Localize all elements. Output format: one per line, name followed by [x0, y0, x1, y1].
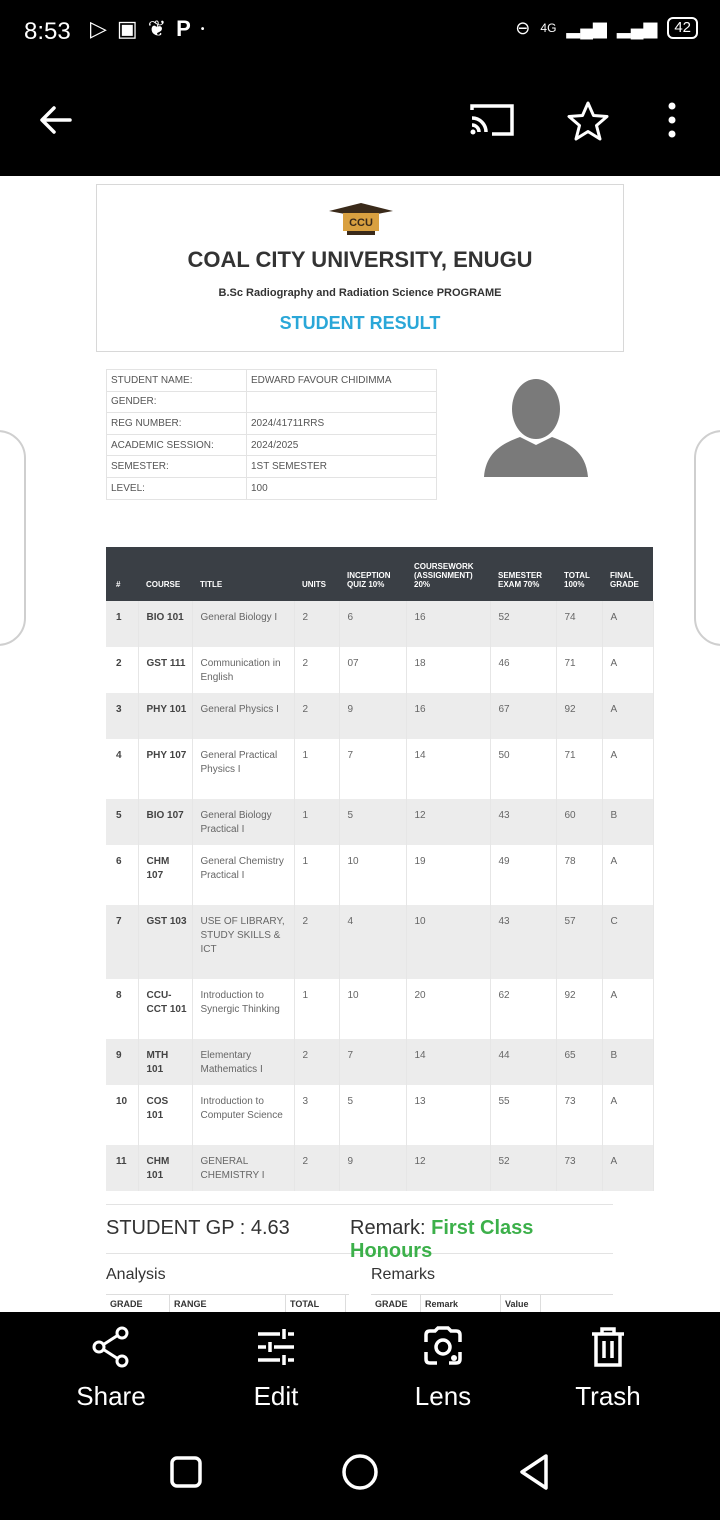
cell-grade: A — [602, 979, 653, 1039]
student-info-table — [106, 369, 437, 500]
remarks-col: Value — [501, 1295, 541, 1312]
cell-grade: A — [602, 739, 653, 799]
table-row — [106, 601, 653, 647]
cell-course: GST 103 — [138, 905, 192, 979]
cell-units: 1 — [294, 845, 339, 905]
remark — [350, 1217, 613, 1263]
cell-n: 5 — [106, 799, 138, 845]
cell-exam: 55 — [490, 1085, 556, 1145]
lens-icon — [423, 1326, 463, 1368]
status-bar — [0, 0, 720, 64]
cell-n: 10 — [106, 1085, 138, 1145]
cell-title: USE OF LIBRARY, STUDY SKILLS & ICT — [192, 905, 294, 979]
cell-n: 8 — [106, 979, 138, 1039]
info-label: GENDER: — [107, 391, 247, 413]
cell-n: 1 — [106, 601, 138, 647]
info-label: LEVEL: — [107, 477, 247, 499]
cell-n: 11 — [106, 1145, 138, 1191]
info-value — [247, 391, 437, 413]
dnd-icon: ⊖ — [515, 17, 531, 38]
remarks-col: GRADE — [371, 1295, 421, 1312]
cell-course: CCU-CCT 101 — [138, 979, 192, 1039]
cell-course: BIO 107 — [138, 799, 192, 845]
cell-course: BIO 101 — [138, 601, 192, 647]
cell-coursework: 18 — [406, 647, 490, 693]
cell-title: General Biology Practical I — [192, 799, 294, 845]
column-header: # — [106, 547, 138, 601]
info-label: SEMESTER: — [107, 456, 247, 478]
student-photo-placeholder — [480, 373, 592, 481]
cell-exam: 62 — [490, 979, 556, 1039]
cell-n: 9 — [106, 1039, 138, 1085]
app-notification-icon: ▣ — [116, 16, 138, 41]
cell-exam: 52 — [490, 1145, 556, 1191]
cell-coursework: 19 — [406, 845, 490, 905]
trash-label: Trash — [575, 1381, 641, 1411]
cell-total: 57 — [556, 905, 602, 979]
analysis-col: RANGE — [170, 1295, 286, 1312]
cell-grade: A — [602, 601, 653, 647]
table-row — [106, 905, 653, 979]
cell-total: 65 — [556, 1039, 602, 1085]
share-icon — [91, 1326, 131, 1368]
app-notification-icon: ▷ — [90, 16, 107, 41]
cell-title: Introduction to Synergic Thinking — [192, 979, 294, 1039]
cell-total: 60 — [556, 799, 602, 845]
cell-title: General Practical Physics I — [192, 739, 294, 799]
table-row — [106, 693, 653, 739]
cell-total: 73 — [556, 1145, 602, 1191]
cell-total: 74 — [556, 601, 602, 647]
cell-coursework: 12 — [406, 1145, 490, 1191]
remark-value: First Class Honours — [350, 1217, 534, 1262]
column-header: UNITS — [294, 547, 339, 601]
cell-title: General Chemistry Practical I — [192, 845, 294, 905]
cell-units: 2 — [294, 1145, 339, 1191]
cell-course: PHY 107 — [138, 739, 192, 799]
system-nav-bar — [0, 1434, 720, 1520]
remarks-col: Remark — [421, 1295, 501, 1312]
app-notification-icon: ❦ — [147, 16, 167, 41]
cell-course: CHM 107 — [138, 845, 192, 905]
info-row — [107, 391, 437, 413]
lens-button[interactable] — [378, 1326, 508, 1412]
results-table — [106, 547, 654, 1191]
home-icon[interactable] — [340, 1452, 380, 1492]
lens-label: Lens — [414, 1381, 472, 1411]
cell-quiz: 10 — [339, 845, 406, 905]
network-type: 4G — [540, 21, 557, 35]
info-value: EDWARD FAVOUR CHIDIMMA — [247, 370, 437, 392]
cast-icon[interactable] — [468, 100, 516, 145]
cell-units: 2 — [294, 693, 339, 739]
table-row — [106, 1145, 653, 1191]
status-right — [515, 17, 698, 39]
recents-icon[interactable] — [168, 1454, 204, 1490]
cell-course: CHM 101 — [138, 1145, 192, 1191]
column-header: COURSEWORK (ASSIGNMENT) 20% — [406, 547, 490, 601]
info-label: STUDENT NAME: — [107, 370, 247, 392]
analysis-col: GRADE — [106, 1295, 170, 1312]
cell-n: 6 — [106, 845, 138, 905]
cell-course: MTH 101 — [138, 1039, 192, 1085]
cell-grade: A — [602, 1145, 653, 1191]
gp-summary — [106, 1204, 613, 1262]
cell-quiz: 7 — [339, 1039, 406, 1085]
remark-label: Remark: — [350, 1217, 426, 1239]
analysis-col: TOTAL — [286, 1295, 346, 1312]
signal-icon: ▂▄▆ — [616, 17, 658, 38]
previous-image-tab[interactable] — [0, 430, 26, 646]
cell-units: 1 — [294, 799, 339, 845]
bottom-action-bar — [0, 1312, 720, 1434]
cell-coursework: 16 — [406, 693, 490, 739]
column-header: COURSE — [138, 547, 192, 601]
cell-quiz: 4 — [339, 905, 406, 979]
app-notification-icon: P — [176, 16, 191, 41]
top-app-bar — [0, 64, 720, 176]
cell-quiz: 10 — [339, 979, 406, 1039]
analysis-header — [106, 1294, 349, 1312]
cell-quiz: 7 — [339, 739, 406, 799]
cell-exam: 44 — [490, 1039, 556, 1085]
share-label: Share — [76, 1381, 146, 1411]
more-vert-icon[interactable] — [662, 100, 682, 145]
cell-n: 3 — [106, 693, 138, 739]
cell-title: General Biology I — [192, 601, 294, 647]
document-header — [96, 184, 624, 352]
info-row — [107, 413, 437, 435]
info-row — [107, 434, 437, 456]
analysis-title: Analysis — [106, 1266, 166, 1283]
info-label: ACADEMIC SESSION: — [107, 434, 247, 456]
cell-quiz: 07 — [339, 647, 406, 693]
cell-course: COS 101 — [138, 1085, 192, 1145]
info-row — [107, 477, 437, 499]
cell-title: Introduction to Computer Science — [192, 1085, 294, 1145]
info-value: 1ST SEMESTER — [247, 456, 437, 478]
cell-course: PHY 101 — [138, 693, 192, 739]
table-row — [106, 845, 653, 905]
cell-total: 92 — [556, 979, 602, 1039]
cell-title: General Physics I — [192, 693, 294, 739]
cell-course: GST 111 — [138, 647, 192, 693]
info-row — [107, 370, 437, 392]
cell-total: 92 — [556, 693, 602, 739]
cell-grade: A — [602, 693, 653, 739]
status-time: 8:53 — [24, 18, 71, 45]
cell-quiz: 5 — [339, 1085, 406, 1145]
programme-name: B.Sc Radiography and Radiation Science PROGRAME — [218, 287, 502, 299]
svg-text:CCU: CCU — [349, 217, 373, 229]
cell-grade: B — [602, 799, 653, 845]
cell-quiz: 9 — [339, 1145, 406, 1191]
cell-coursework: 14 — [406, 1039, 490, 1085]
column-header: TOTAL 100% — [556, 547, 602, 601]
table-row — [106, 1085, 653, 1145]
info-value: 100 — [247, 477, 437, 499]
cell-n: 7 — [106, 905, 138, 979]
university-name: COAL CITY UNIVERSITY, ENUGU — [187, 247, 533, 272]
table-row — [106, 647, 653, 693]
cell-coursework: 13 — [406, 1085, 490, 1145]
cell-exam: 43 — [490, 799, 556, 845]
more-notifications-icon: • — [200, 23, 205, 35]
cell-total: 73 — [556, 1085, 602, 1145]
edit-label: Edit — [253, 1381, 299, 1411]
column-header: TITLE — [192, 547, 294, 601]
cell-coursework: 16 — [406, 601, 490, 647]
next-image-tab[interactable] — [694, 430, 720, 646]
info-label: REG NUMBER: — [107, 413, 247, 435]
edit-button[interactable] — [211, 1326, 341, 1412]
star-icon[interactable] — [566, 100, 610, 147]
cell-exam: 67 — [490, 693, 556, 739]
share-button[interactable] — [46, 1326, 176, 1412]
info-value: 2024/2025 — [247, 434, 437, 456]
trash-button[interactable] — [543, 1326, 673, 1412]
cell-title: GENERAL CHEMISTRY I — [192, 1145, 294, 1191]
cell-grade: A — [602, 647, 653, 693]
remarks-header — [371, 1294, 613, 1312]
info-value: 2024/41711RRS — [247, 413, 437, 435]
table-row — [106, 799, 653, 845]
cell-quiz: 6 — [339, 601, 406, 647]
cell-coursework: 12 — [406, 799, 490, 845]
table-row — [106, 739, 653, 799]
cell-grade: B — [602, 1039, 653, 1085]
column-header: FINAL GRADE — [602, 547, 653, 601]
cell-exam: 49 — [490, 845, 556, 905]
cell-exam: 50 — [490, 739, 556, 799]
cell-total: 71 — [556, 739, 602, 799]
battery-icon: 42 — [667, 17, 698, 39]
cell-quiz: 5 — [339, 799, 406, 845]
table-header-row — [106, 547, 653, 601]
cell-total: 71 — [556, 647, 602, 693]
notification-icons — [90, 16, 204, 42]
cell-exam: 52 — [490, 601, 556, 647]
arrow-left-icon[interactable] — [36, 100, 76, 145]
signal-icon: ▂▄▆ — [566, 17, 607, 38]
column-header: INCEPTION QUIZ 10% — [339, 547, 406, 601]
university-logo — [327, 201, 395, 237]
remarks-title: Remarks — [371, 1266, 436, 1283]
cell-n: 4 — [106, 739, 138, 799]
table-row — [106, 979, 653, 1039]
cell-units: 2 — [294, 1039, 339, 1085]
cell-units: 1 — [294, 739, 339, 799]
cell-coursework: 20 — [406, 979, 490, 1039]
cell-grade: A — [602, 845, 653, 905]
cell-title: Elementary Mathematics I — [192, 1039, 294, 1085]
image-viewer[interactable] — [0, 176, 720, 1312]
cell-total: 78 — [556, 845, 602, 905]
cell-coursework: 14 — [406, 739, 490, 799]
trash-icon — [588, 1326, 628, 1368]
cell-units: 2 — [294, 647, 339, 693]
back-nav-icon[interactable] — [516, 1452, 552, 1492]
cell-exam: 46 — [490, 647, 556, 693]
table-row — [106, 1039, 653, 1085]
cell-grade: C — [602, 905, 653, 979]
student-gp: STUDENT GP : 4.63 — [106, 1217, 290, 1239]
cell-coursework: 10 — [406, 905, 490, 979]
cell-units: 3 — [294, 1085, 339, 1145]
cell-units: 2 — [294, 905, 339, 979]
cell-exam: 43 — [490, 905, 556, 979]
cell-grade: A — [602, 1085, 653, 1145]
cell-quiz: 9 — [339, 693, 406, 739]
info-row — [107, 456, 437, 478]
cell-units: 2 — [294, 601, 339, 647]
cell-n: 2 — [106, 647, 138, 693]
cell-title: Communication in English — [192, 647, 294, 693]
tune-icon — [256, 1326, 296, 1368]
column-header: SEMESTER EXAM 70% — [490, 547, 556, 601]
result-title: STUDENT RESULT — [279, 313, 441, 333]
cell-units: 1 — [294, 979, 339, 1039]
